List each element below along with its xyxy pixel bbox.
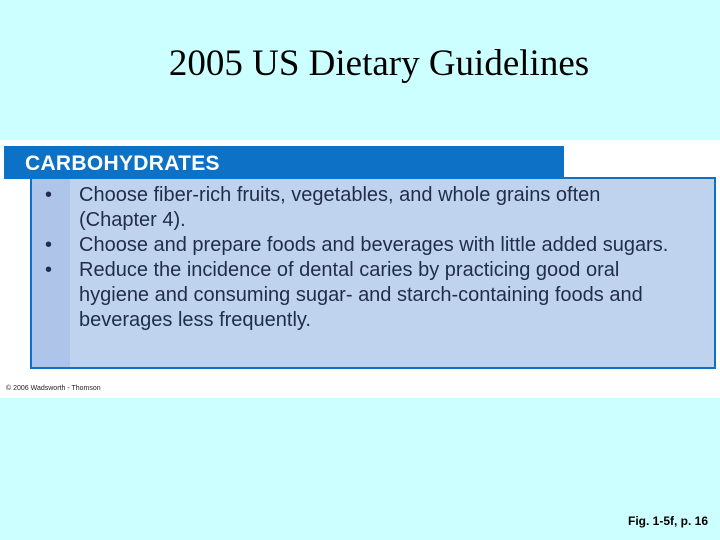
guideline-item [45,233,679,258]
guideline-text: Choose fiber-rich fruits, vegetables, and whole grains often (Chapter 4). [79,184,601,231]
guideline-item [45,183,679,233]
guideline-item [45,258,679,333]
bullet-icon: • [45,259,53,281]
copyright-notice: © 2006 Wadsworth - Thomson [6,385,101,392]
guideline-list [45,183,679,333]
bullet-icon: • [45,234,53,256]
guideline-text: Reduce the incidence of dental caries by practicing good oral hygiene and consuming sugar- and starch-containing foods and beverages less frequently. [79,259,643,331]
carbohydrates-figure [0,140,720,398]
figure-header-title: CARBOHYDRATES [25,152,220,175]
slide-title: 2005 US Dietary Guidelines [168,43,590,84]
figure-caption: Fig. 1-5f, p. 16 [627,514,708,528]
guidelines-content-box [30,179,716,369]
guideline-text: Choose and prepare foods and beverages with little added sugars. [79,234,669,256]
bullet-icon: • [45,184,53,206]
